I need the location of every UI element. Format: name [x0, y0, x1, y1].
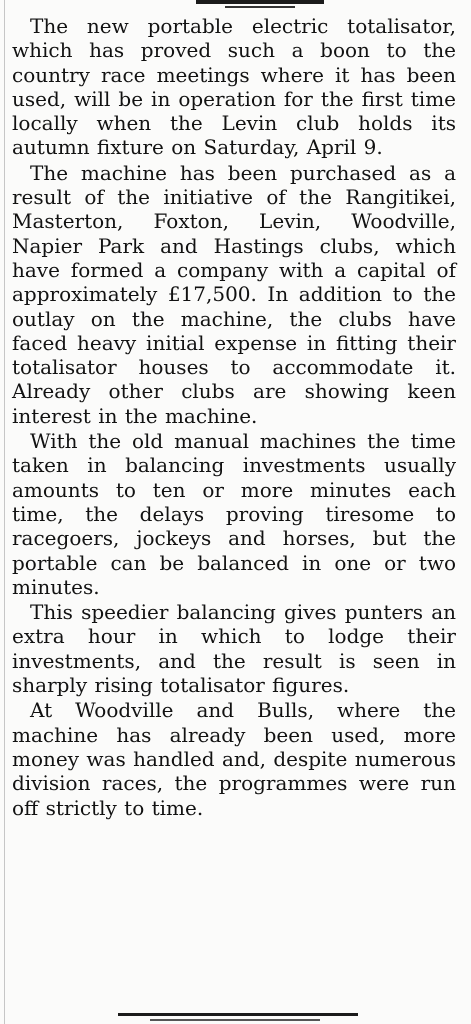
paragraph-2: The machine has been purchased as a result of the initiative of the Rangitikei, Masterton, Foxton, Levin, Woodville, Napier Park and Hastings clubs, which have formed a company with a capital of approximately £17,500. In addition to the outlay on the machine, the clubs have faced heavy initial expense in fitting their totalisator houses to accommodate it. Already other clubs are showing keen interest in the machine.	[12, 160, 456, 428]
paragraph-1: The new portable electric totalisator, which has proved such a boon to the country race meetings where it has been used, will be in operation for the first time locally when the Levin club holds its autumn fixture on Saturday, April 9.	[12, 14, 456, 160]
paragraph-3: With the old manual machines the time taken in balancing investments usually amounts to ten or more minutes each time, the delays proving tiresome to racegoers, jockeys and horses, but the portable can be balanced in one or two minutes.	[12, 429, 456, 599]
paragraph-5: At Woodville and Bulls, where the machine has already been used, more money was handled and, despite numerous division races, the programmes were run off strictly to time.	[12, 698, 456, 820]
bottom-rule-secondary	[150, 1019, 320, 1021]
bottom-rule	[118, 1013, 358, 1016]
paragraph-4: This speedier balancing gives punters an extra hour in which to lodge their investments, and the result is seen in sharply rising totalisator figures.	[12, 600, 456, 698]
column-divider	[4, 0, 5, 1024]
article-body	[12, 14, 456, 820]
top-rule-secondary	[225, 6, 295, 8]
top-rule	[196, 0, 324, 4]
